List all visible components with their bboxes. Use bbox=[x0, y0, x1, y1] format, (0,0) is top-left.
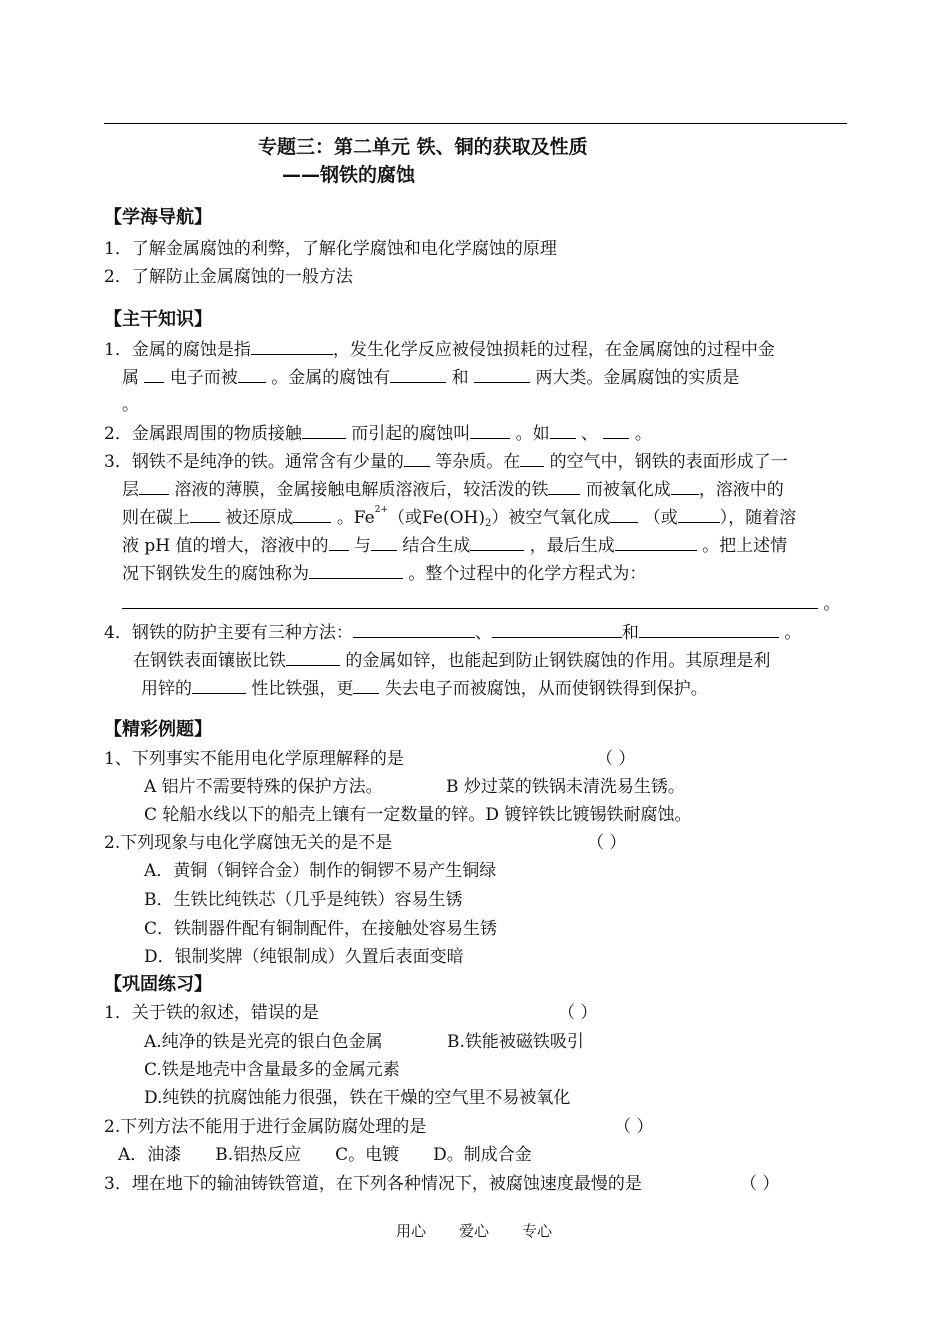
practice-q2-answer-paren[interactable]: （ ） bbox=[614, 1117, 654, 1137]
q4-text-e: 在钢铁表面镶嵌比铁 bbox=[133, 651, 286, 671]
q3-text-v: 。 bbox=[823, 594, 841, 614]
guide-item-1: 1．了解金属腐蚀的利弊，了解化学腐蚀和电化学腐蚀的原理 bbox=[104, 239, 557, 259]
knowledge-q3-line4 bbox=[122, 534, 787, 557]
q4-text-h: 性比铁强，更 bbox=[251, 679, 354, 699]
knowledge-q3-line2 bbox=[122, 478, 784, 501]
q1-text-f: 和 bbox=[451, 368, 469, 388]
q3-text-k: （或Fe(OH) bbox=[388, 508, 485, 528]
example-q1-answer-paren[interactable]: （ ） bbox=[596, 749, 636, 769]
q1-blank-5[interactable] bbox=[474, 366, 530, 383]
q3-text-q: 结合生成 bbox=[402, 536, 471, 556]
knowledge-q4-line2 bbox=[133, 649, 770, 672]
page-title: 专题三：第二单元 铁、铜的获取及性质 bbox=[258, 136, 588, 158]
q2-blank-3[interactable] bbox=[550, 422, 576, 439]
q3-blank-2[interactable] bbox=[520, 450, 544, 467]
footer-text-3: 专心 bbox=[522, 1222, 553, 1240]
q3-text-s: 。把上述情 bbox=[702, 536, 788, 556]
knowledge-q3-line5 bbox=[122, 562, 646, 585]
section-knowledge-heading: 【主干知识】 bbox=[104, 309, 212, 330]
q3-text-p: 与 bbox=[353, 536, 371, 556]
section-examples-heading: 【精彩例题】 bbox=[104, 719, 212, 740]
q1-text-h: 。 bbox=[122, 395, 139, 415]
q4-blank-6[interactable] bbox=[353, 677, 379, 694]
q3-superscript: 2+ bbox=[374, 505, 389, 515]
q3-text-b: 等杂质。在 bbox=[435, 452, 521, 472]
practice-q2-options: A．油漆 B.铝热反应 C。电镀 D。制成合金 bbox=[118, 1145, 532, 1165]
knowledge-q4-line3 bbox=[141, 677, 708, 700]
q3-text-j: 。Fe bbox=[336, 508, 375, 528]
q1-text-a: 1．金属的腐蚀是指 bbox=[104, 340, 251, 360]
example-q2: 2.下列现象与电化学腐蚀无关的是不是 bbox=[104, 833, 393, 853]
page-subtitle: ——钢铁的腐蚀 bbox=[282, 164, 416, 186]
q3-text-h: 则在碳上 bbox=[122, 508, 190, 528]
q2-text-a: 2．金属跟周围的物质接触 bbox=[104, 424, 302, 444]
q4-blank-5[interactable] bbox=[192, 677, 246, 694]
q1-text-d: 电子而被 bbox=[169, 368, 238, 388]
q3-text-t: 况下钢铁发生的腐蚀称为 bbox=[122, 564, 309, 584]
example-q2-option-b: B．生铁比纯铁芯（几乎是纯铁）容易生锈 bbox=[144, 890, 463, 910]
knowledge-q3-line6 bbox=[122, 592, 840, 615]
practice-q3-answer-paren[interactable]: （ ） bbox=[740, 1174, 780, 1194]
q4-blank-4[interactable] bbox=[286, 649, 340, 666]
q3-blank-7[interactable] bbox=[293, 506, 331, 523]
example-q1: 1、下列事实不能用电化学原理解释的是 bbox=[104, 749, 404, 769]
q3-blank-3[interactable] bbox=[139, 478, 169, 495]
q1-blank-4[interactable] bbox=[390, 366, 446, 383]
q4-text-f: 的金属如锌，也能起到防止钢铁腐蚀的作用。其原理是利 bbox=[345, 651, 771, 671]
q1-text-b: ，发生化学反应被侵蚀损耗的过程，在金属腐蚀的过程中金 bbox=[332, 340, 775, 360]
q3-blank-12[interactable] bbox=[470, 534, 524, 551]
knowledge-q4-line1 bbox=[104, 621, 801, 644]
q3-blank-9[interactable] bbox=[678, 506, 720, 523]
q1-text-e: 。金属的腐蚀有 bbox=[271, 368, 391, 388]
section-guide-heading: 【学海导航】 bbox=[104, 207, 212, 228]
knowledge-q1-line2 bbox=[122, 366, 739, 389]
q2-text-c: 。如 bbox=[515, 424, 550, 444]
knowledge-q3-line3 bbox=[122, 506, 796, 529]
practice-q1-option-b: B.铁能被磁铁吸引 bbox=[447, 1032, 584, 1052]
q3-text-a: 3．钢铁不是纯净的铁。通常含有少量的 bbox=[104, 452, 404, 472]
q4-text-g: 用锌的 bbox=[141, 679, 192, 699]
practice-q2: 2.下列方法不能用于进行金属防腐处理的是 bbox=[104, 1117, 427, 1137]
knowledge-q3-line1 bbox=[104, 450, 788, 473]
q3-text-n: ），随着溶 bbox=[719, 508, 797, 528]
q3-blank-1[interactable] bbox=[404, 450, 430, 467]
knowledge-q2-line bbox=[104, 422, 652, 445]
practice-q1-option-c: C.铁是地壳中含量最多的金属元素 bbox=[144, 1060, 400, 1080]
q3-text-e: 溶液的薄膜，金属接触电解质溶液后，较活泼的铁 bbox=[174, 480, 549, 500]
q1-blank-1[interactable] bbox=[251, 338, 333, 355]
practice-q1-answer-paren[interactable]: （ ） bbox=[558, 1003, 598, 1023]
q4-text-i: 失去电子而被腐蚀，从而使钢铁得到保护。 bbox=[384, 679, 708, 699]
practice-q1-option-a: A.纯净的铁是光亮的银白色金属 bbox=[144, 1032, 383, 1052]
section-practice-heading: 【巩固练习】 bbox=[104, 974, 212, 995]
q3-text-i: 被还原成 bbox=[225, 508, 294, 528]
q4-text-c: 和 bbox=[621, 623, 639, 643]
q4-blank-2[interactable] bbox=[492, 621, 622, 638]
q4-text-b: 、 bbox=[474, 623, 492, 643]
q3-text-l: ）被空气氧化成 bbox=[491, 508, 611, 528]
q1-text-c: 属 bbox=[122, 368, 139, 388]
q3-blank-14[interactable] bbox=[309, 562, 403, 579]
top-rule bbox=[104, 123, 847, 124]
q2-text-e: 。 bbox=[634, 424, 652, 444]
q2-blank-4[interactable] bbox=[603, 422, 629, 439]
footer-text-1: 用心 bbox=[396, 1222, 427, 1240]
q4-blank-3[interactable] bbox=[639, 621, 779, 638]
practice-q3: 3．埋在地下的输油铸铁管道，在下列各种情况下，被腐蚀速度最慢的是 bbox=[104, 1174, 642, 1194]
q2-blank-1[interactable] bbox=[302, 422, 346, 439]
q3-equation-blank[interactable] bbox=[122, 592, 818, 609]
q4-blank-1[interactable] bbox=[353, 621, 475, 638]
practice-q1: 1．关于铁的叙述，错误的是 bbox=[104, 1003, 319, 1023]
q3-text-d: 层 bbox=[122, 480, 139, 500]
q3-blank-6[interactable] bbox=[190, 506, 220, 523]
q2-text-d: 、 bbox=[581, 424, 599, 444]
q3-blank-11[interactable] bbox=[371, 534, 397, 551]
practice-q1-option-d: D.纯铁的抗腐蚀能力很强，铁在干燥的空气里不易被氧化 bbox=[144, 1088, 571, 1108]
knowledge-q1-line1 bbox=[104, 338, 775, 361]
example-q2-option-c: C．铁制器件配有铜制配件，在接触处容易生锈 bbox=[144, 919, 498, 939]
example-q1-option-b: B 炒过菜的铁锅未清洗易生锈。 bbox=[446, 777, 685, 797]
q1-text-g: 两大类。金属腐蚀的实质是 bbox=[535, 368, 740, 388]
q1-blank-3[interactable] bbox=[238, 366, 266, 383]
footer-text-2: 爱心 bbox=[459, 1222, 490, 1240]
q3-text-m: （或 bbox=[643, 508, 678, 528]
q3-text-f: 而被氧化成 bbox=[585, 480, 671, 500]
q4-text-d: 。 bbox=[784, 623, 802, 643]
example-q1-option-a: A 铝片不需要特殊的保护方法。 bbox=[144, 777, 383, 797]
q3-blank-5[interactable] bbox=[671, 478, 699, 495]
example-q1-option-cd: C 轮船水线以下的船壳上镶有一定数量的锌。D 镀锌铁比镀锡铁耐腐蚀。 bbox=[144, 805, 692, 825]
example-q2-answer-paren[interactable]: （ ） bbox=[587, 833, 627, 853]
q3-blank-4[interactable] bbox=[548, 478, 580, 495]
example-q2-option-a: A．黄铜（铜锌合金）制作的铜锣不易产生铜绿 bbox=[144, 861, 497, 881]
q2-text-b: 而引起的腐蚀叫 bbox=[351, 424, 471, 444]
q3-text-c: 的空气中，钢铁的表面形成了一 bbox=[549, 452, 788, 472]
q3-blank-10[interactable] bbox=[329, 534, 349, 551]
q3-text-u: 。整个过程中的化学方程式为： bbox=[408, 564, 647, 584]
q3-text-g: ，溶液中的 bbox=[698, 480, 784, 500]
q3-text-o: 液 pH 值的增大，溶液中的 bbox=[122, 536, 329, 556]
q3-blank-8[interactable] bbox=[610, 506, 638, 523]
q3-subscript: 2 bbox=[484, 518, 492, 529]
q2-blank-2[interactable] bbox=[470, 422, 510, 439]
q3-blank-13[interactable] bbox=[615, 534, 697, 551]
example-q2-option-d: D．银制奖牌（纯银制成）久置后表面变暗 bbox=[144, 947, 464, 967]
q1-blank-2[interactable] bbox=[144, 366, 164, 383]
q4-text-a: 4．钢铁的防护主要有三种方法： bbox=[104, 623, 353, 643]
guide-item-2: 2．了解防止金属腐蚀的一般方法 bbox=[104, 267, 353, 287]
q3-text-r: ，最后生成 bbox=[529, 536, 615, 556]
